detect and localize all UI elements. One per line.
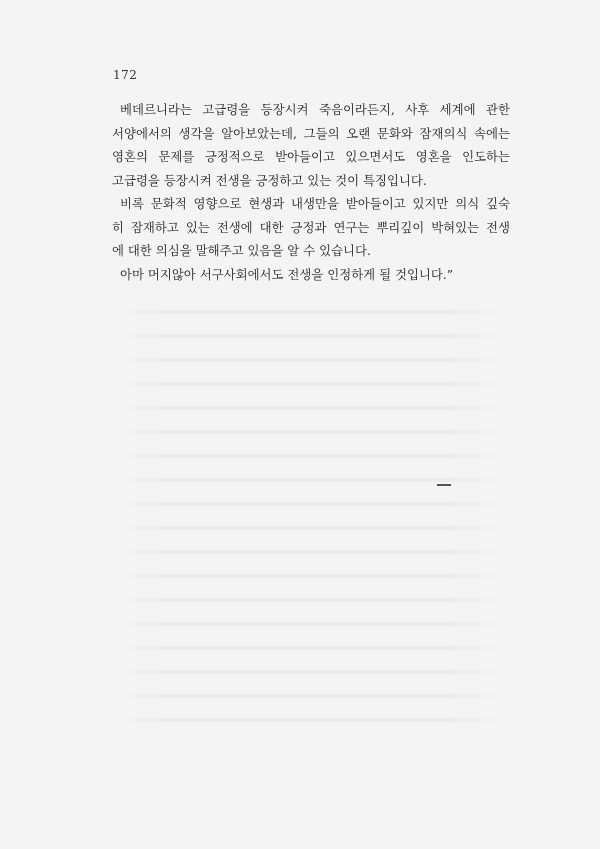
bleed-through-shadow xyxy=(108,334,512,338)
text-line: 에 대한 의심을 말해주고 있음을 알 수 있습니다. xyxy=(112,243,371,258)
bleed-through-shadow xyxy=(108,574,512,578)
bleed-through-shadow xyxy=(108,718,512,722)
text-line: 고급령을 등장시켜 전생을 긍정하고 있는 것이 특징입니다. xyxy=(112,172,427,188)
bleed-through-shadow xyxy=(108,598,512,602)
bleed-through-shadow xyxy=(108,526,512,530)
text-line: 비록 문화적 영향으로 현생과 내생만을 받아들이고 있지만 의식 깊숙 xyxy=(120,196,510,211)
bleed-through-shadow xyxy=(108,670,512,674)
text-line: 히 잠재하고 있는 전생에 대한 긍정과 연구는 뿌리깊이 박혀있는 전생 xyxy=(112,219,510,235)
bleed-through-shadow xyxy=(108,502,512,506)
text-line: 베데르니라는 고급령을 등장시켜 죽음이라든지, 사후 세계에 관한 xyxy=(120,102,510,117)
bleed-through-shadow xyxy=(108,382,512,386)
paragraph-3 xyxy=(112,263,510,287)
text-line: 서양에서의 생각을 알아보았는데, 그들의 오랜 문화와 잠재의식 속에는 xyxy=(112,125,510,141)
stray-ink-mark xyxy=(437,484,451,486)
bleed-through-shadow xyxy=(108,310,512,314)
page-number: 172 xyxy=(113,68,138,82)
bleed-through-shadow xyxy=(108,406,512,410)
bleed-through-shadow xyxy=(108,550,512,554)
bleed-through-shadow xyxy=(108,358,512,362)
paragraph-2 xyxy=(112,192,510,263)
paragraph-1 xyxy=(112,98,510,192)
bleed-through-shadow xyxy=(108,478,512,482)
bleed-through-shadow xyxy=(108,454,512,458)
text-line: 아마 머지않아 서구사회에서도 전생을 인정하게 될 것입니다.” xyxy=(120,266,454,282)
bleed-through-shadow xyxy=(108,694,512,698)
bleed-through-shadow xyxy=(108,622,512,626)
bleed-through-shadow xyxy=(108,430,512,434)
body-text xyxy=(112,98,510,286)
text-line: 영혼의 문제를 긍정적으로 받아들이고 있으면서도 영혼을 인도하는 xyxy=(112,149,510,164)
bleed-through-shadow xyxy=(108,646,512,650)
